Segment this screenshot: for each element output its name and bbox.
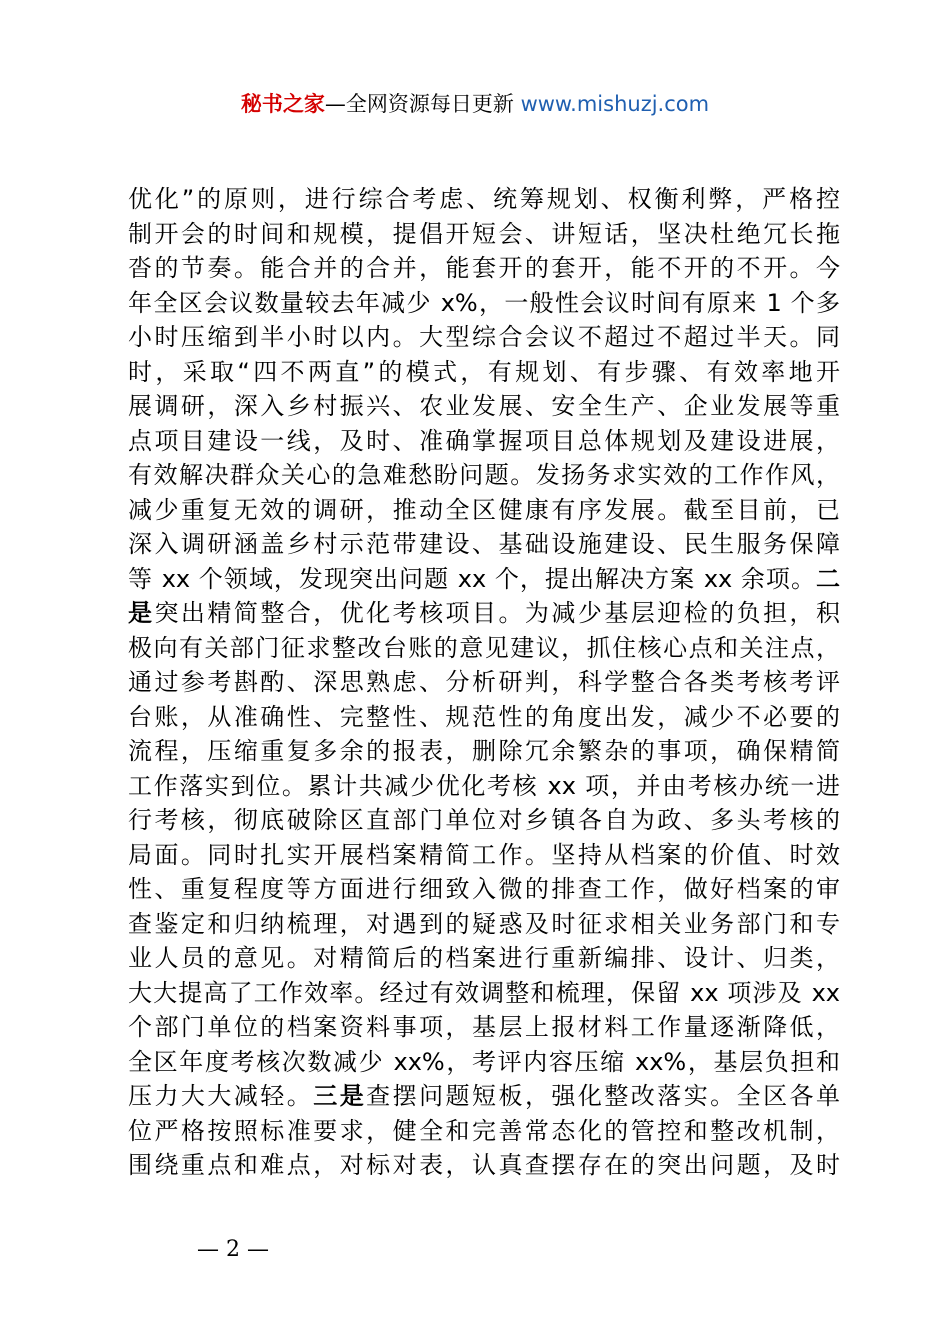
body-line: 业人员的意见。对精简后的档案进行重新编排、设计、归类，: [128, 944, 840, 972]
body-line: 性、重复程度等方面进行细致入微的排查工作，做好档案的审: [128, 875, 840, 903]
body-line: 优化”的原则，进行综合考虑、统筹规划、权衡利弊，严格控: [128, 185, 840, 213]
body-line: 时，采取“四不两直”的模式，有规划、有步骤、有效率地开: [128, 357, 840, 386]
body-line: 台账，从准确性、完整性、规范性的角度出发，减少不必要的: [128, 702, 840, 731]
body-line: 点项目建设一线，及时、准确掌握项目总体规划及建设进展，: [128, 426, 840, 455]
body-line: 有效解决群众关心的急难愁盼问题。发扬务求实效的工作作风，: [128, 461, 840, 489]
website-url[interactable]: www.mishuzj.com: [520, 92, 710, 116]
body-line: 小时压缩到半小时以内。大型综合会议不超过不超过半天。同: [128, 323, 840, 351]
body-line: 流程，压缩重复多余的报表，删除冗余繁杂的事项，确保精简: [128, 737, 840, 765]
body-line: 工作落实到位。累计共减少优化考核 xx 项，并由考核办统一进: [128, 771, 840, 800]
body-line: 等 xx 个领域，发现突出问题 xx 个，提出解决方案 xx 余项。二: [128, 564, 840, 593]
brand-name: 秘书之家: [240, 92, 325, 116]
body-line: 个部门单位的档案资料事项，基层上报材料工作量逐渐降低，: [128, 1013, 840, 1041]
body-line: 沓的节奏。能合并的合并，能套开的套开，能不开的不开。今: [128, 254, 840, 282]
document-body: [128, 182, 840, 1183]
body-line: 全区年度考核次数减少 xx%，考评内容压缩 xx%，基层负担和: [128, 1047, 840, 1076]
body-line: 深入调研涵盖乡村示范带建设、基础设施建设、民生服务保障: [128, 530, 840, 558]
site-header: [0, 88, 950, 120]
body-line: 围绕重点和难点，对标对表，认真查摆存在的突出问题，及时: [128, 1151, 840, 1179]
body-line: 制开会的时间和规模，提倡开短会、讲短话，坚决杜绝冗长拖: [128, 219, 840, 248]
body-line: 是突出精简整合，优化考核项目。为减少基层迎检的负担，积: [128, 599, 841, 627]
header-tagline: —全网资源每日更新: [324, 92, 521, 116]
body-line: 通过参考斟酌、深思熟虑、分析研判，科学整合各类考核考评: [128, 668, 840, 696]
body-line: 行考核，彻底破除区直部门单位对乡镇各自为政、多头考核的: [128, 806, 840, 834]
section-marker: 二: [816, 564, 840, 593]
body-line: 大大提高了工作效率。经过有效调整和梳理，保留 xx 项涉及 xx: [128, 978, 840, 1007]
body-line: 查鉴定和归纳梳理，对遇到的疑惑及时征求相关业务部门和专: [128, 909, 840, 938]
page-number: — 2 —: [197, 1237, 269, 1262]
body-line: 展调研，深入乡村振兴、农业发展、安全生产、企业发展等重: [128, 392, 840, 420]
body-line: 局面。同时扎实开展档案精简工作。坚持从档案的价值、时效: [128, 840, 840, 869]
section-marker: 三是: [313, 1082, 367, 1110]
body-line: 压力大大减轻。三是查摆问题短板，强化整改落实。全区各单: [128, 1082, 841, 1110]
body-line: 减少重复无效的调研，推动全区健康有序发展。截至目前，已: [128, 495, 840, 524]
body-line: 年全区会议数量较去年减少 x%，一般性会议时间有原来 1 个多: [128, 288, 840, 317]
section-marker: 是: [128, 599, 155, 627]
body-line: 位严格按照标准要求，健全和完善常态化的管控和整改机制，: [128, 1116, 840, 1145]
body-line: 极向有关部门征求整改台账的意见建议，抓住核心点和关注点，: [128, 633, 840, 662]
